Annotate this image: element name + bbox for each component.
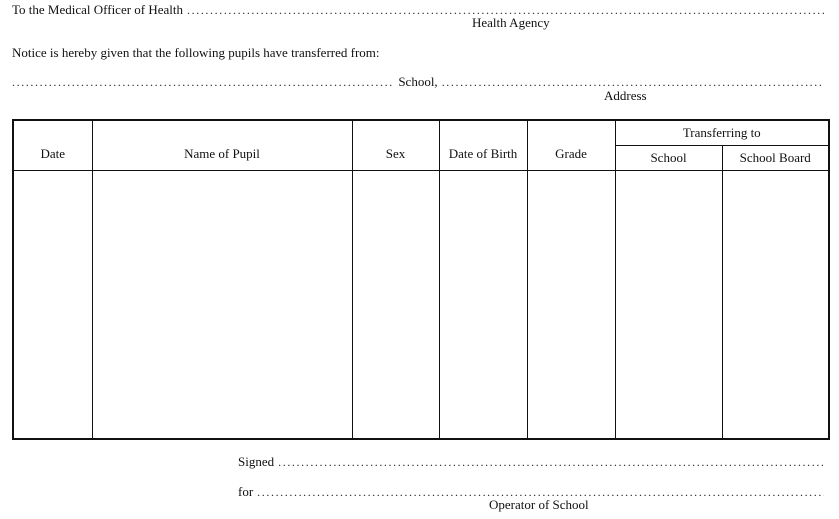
cell-date-of-birth[interactable]	[439, 171, 527, 440]
cell-school[interactable]	[615, 171, 722, 440]
signed-line	[238, 454, 828, 470]
address-label: Address	[604, 88, 647, 103]
for-label: for	[238, 484, 254, 499]
header-date: Date	[13, 120, 92, 171]
header-sex: Sex	[352, 120, 439, 171]
signed-label: Signed	[238, 454, 275, 469]
header-school-board: School Board	[722, 146, 829, 171]
cell-name-of-pupil[interactable]	[92, 171, 352, 440]
cell-grade[interactable]	[527, 171, 615, 440]
school-line	[12, 74, 828, 90]
school-dotted-line[interactable]	[12, 75, 394, 90]
operator-label: Operator of School	[489, 497, 589, 512]
signed-dotted-line[interactable]	[278, 455, 824, 470]
header-grade: Grade	[527, 120, 615, 171]
cell-sex[interactable]	[352, 171, 439, 440]
cell-date[interactable]	[13, 171, 92, 440]
header-transferring-to: Transferring to	[615, 120, 829, 146]
header-name-of-pupil: Name of Pupil	[92, 120, 352, 171]
transfer-table	[12, 119, 830, 440]
health-agency-label: Health Agency	[472, 15, 550, 30]
table-row	[13, 171, 829, 440]
header-school: School	[615, 146, 722, 171]
to-label: To the Medical Officer of Health	[12, 2, 184, 17]
cell-school-board[interactable]	[722, 171, 829, 440]
notice-text: Notice is hereby given that the following pupils have transferred from:	[12, 45, 380, 60]
school-label: School,	[398, 74, 438, 89]
header-date-of-birth: Date of Birth	[439, 120, 527, 171]
to-line	[12, 2, 828, 18]
